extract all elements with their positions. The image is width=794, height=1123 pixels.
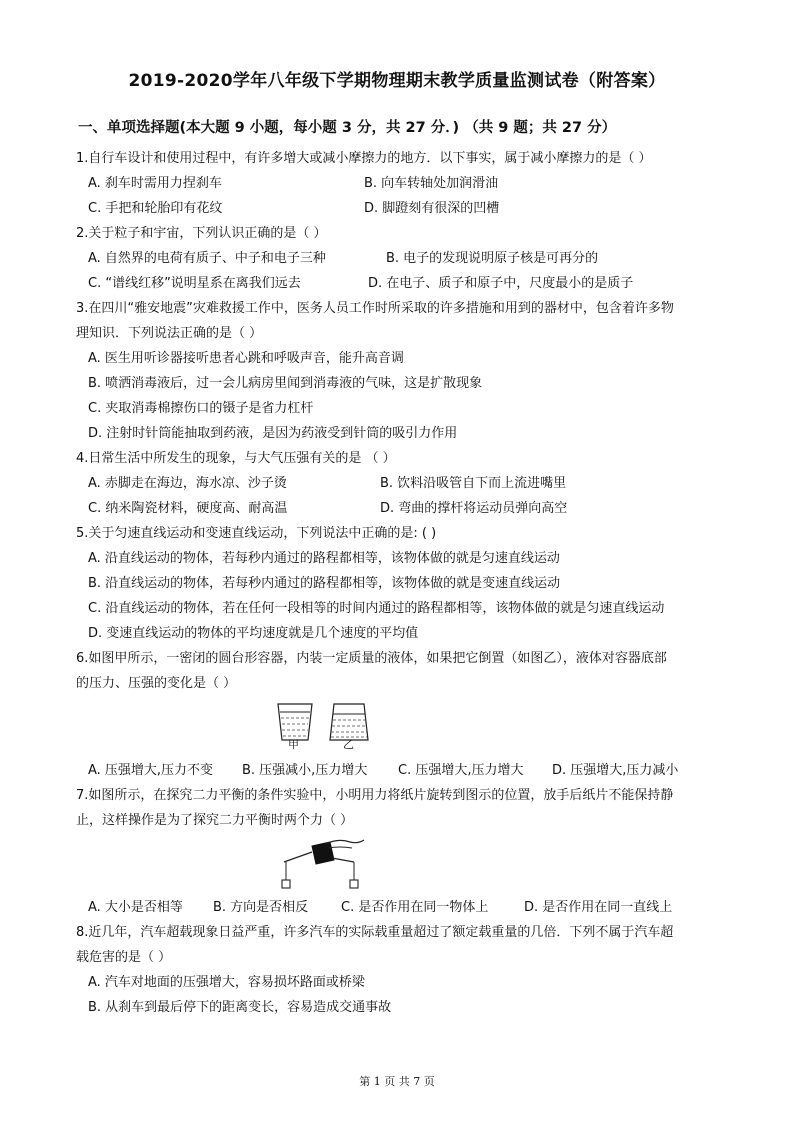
- question-7-option-d: D. 是否作用在同一直线上: [524, 900, 673, 915]
- question-5-option-c: C. 沿直线运动的物体，若在任何一段相等的时间内通过的路程都相等，该物体做的就是匀速直线运动: [88, 601, 665, 616]
- question-7-option-a: A. 大小是否相等: [88, 900, 183, 915]
- force-balance-drawing: [278, 832, 368, 892]
- question-1-option-d: D. 脚蹬刻有很深的凹槽: [364, 201, 500, 216]
- section-heading: 一、单项选择题(本大题 9 小题，每小题 3 分，共 27 分．) （共 9 题；共 27 分）: [78, 120, 617, 136]
- question-2-option-b: B. 电子的发现说明原子核是可再分的: [386, 251, 599, 266]
- question-4-option-d: D. 弯曲的撑杆将运动员弹向高空: [380, 501, 568, 516]
- question-5-stem: 5.关于匀速直线运动和变速直线运动，下列说法中正确的是: ( ): [76, 526, 437, 541]
- question-7-option-b: B. 方向是否相反: [213, 900, 309, 915]
- page-footer: 第 1 页 共 7 页: [359, 1075, 435, 1088]
- question-3-option-b: B. 喷洒消毒液后，过一会儿病房里闻到消毒液的气味，这是扩散现象: [88, 376, 483, 391]
- container-figure: [272, 700, 372, 752]
- question-8-option-a: A. 汽车对地面的压强增大，容易损坏路面或桥梁: [88, 975, 365, 990]
- figure-label-right: 乙: [343, 738, 354, 751]
- question-5-option-b: B. 沿直线运动的物体，若每秒内通过的路程都相等，该物体做的就是变速直线运动: [88, 576, 561, 591]
- question-6-stem-line-1: 6.如图甲所示，一密闭的圆台形容器，内装一定质量的液体，如果把它倒置（如图乙），液体对容器底部: [76, 651, 667, 666]
- question-4-option-a: A. 赤脚走在海边，海水凉、沙子烫: [88, 476, 287, 491]
- question-1-stem: 1.自行车设计和使用过程中，有许多增大或减小摩擦力的地方．以下事实，属于减小摩擦力的是（ ）: [76, 151, 652, 166]
- force-balance-figure: [278, 832, 368, 892]
- question-6-option-d: D. 压强增大,压力减小: [552, 763, 679, 778]
- question-2-option-a: A. 自然界的电荷有质子、中子和电子三种: [88, 251, 326, 266]
- question-6-option-b: B. 压强减小,压力增大: [242, 763, 368, 778]
- question-7-stem-line-2: 止，这样操作是为了探究二力平衡时两个力（ ）: [76, 813, 354, 828]
- question-3-option-a: A. 医生用听诊器接听患者心跳和呼吸声音，能升高音调: [88, 351, 404, 366]
- question-6-option-a: A. 压强增大,压力不变: [88, 763, 214, 778]
- question-7-option-c: C. 是否作用在同一物体上: [341, 900, 489, 915]
- question-8-stem-line-2: 载危害的是（ ）: [76, 950, 172, 965]
- question-6-option-c: C. 压强增大,压力增大: [398, 763, 524, 778]
- question-8-option-b: B. 从刹车到最后停下的距离变长，容易造成交通事故: [88, 1000, 392, 1015]
- question-3-stem-line-1: 3.在四川“雅安地震”灾难救援工作中，医务人员工作时所采取的许多措施和用到的器材中，包含着许多物: [76, 301, 674, 316]
- question-1-option-a: A. 刹车时需用力捏刹车: [88, 176, 222, 191]
- question-3-option-d: D. 注射时针筒能抽取到药液，是因为药液受到针筒的吸引力作用: [88, 426, 458, 441]
- question-3-stem-line-2: 理知识．下列说法正确的是（ ）: [76, 326, 263, 341]
- question-8-stem-line-1: 8.近几年，汽车超载现象日益严重，许多汽车的实际载重量超过了额定载重量的几倍．下列不属于汽车超: [76, 925, 674, 940]
- question-5-option-a: A. 沿直线运动的物体，若每秒内通过的路程都相等，该物体做的就是匀速直线运动: [88, 551, 560, 566]
- container-figure-drawing: [272, 700, 372, 752]
- question-2-stem: 2.关于粒子和宇宙，下列认识正确的是（ ）: [76, 226, 327, 241]
- question-2-option-d: D. 在电子、质子和原子中，尺度最小的是质子: [368, 276, 634, 291]
- question-4-stem: 4.日常生活中所发生的现象，与大气压强有关的是 （ ）: [76, 451, 396, 466]
- question-5-option-d: D. 变速直线运动的物体的平均速度就是几个速度的平均值: [88, 626, 419, 641]
- question-2-option-c: C. “谱线红移”说明星系在离我们远去: [88, 276, 301, 291]
- question-3-option-c: C. 夹取消毒棉擦伤口的镊子是省力杠杆: [88, 401, 314, 416]
- question-7-stem-line-1: 7.如图所示，在探究二力平衡的条件实验中，小明用力将纸片旋转到图示的位置，放手后纸片不能保持静: [76, 788, 674, 803]
- figure-label-left: 甲: [288, 738, 299, 751]
- question-6-stem-line-2: 的压力、压强的变化是（ ）: [76, 676, 237, 691]
- question-1-option-c: C. 手把和轮胎印有花纹: [88, 201, 223, 216]
- question-1-option-b: B. 向车转轴处加润滑油: [364, 176, 499, 191]
- question-4-option-b: B. 饮料沿吸管自下而上流进嘴里: [380, 476, 567, 491]
- question-4-option-c: C. 纳米陶瓷材料，硬度高、耐高温: [88, 501, 288, 516]
- page-title: 2019-2020学年八年级下学期物理期末教学质量监测试卷（附答案）: [128, 71, 666, 91]
